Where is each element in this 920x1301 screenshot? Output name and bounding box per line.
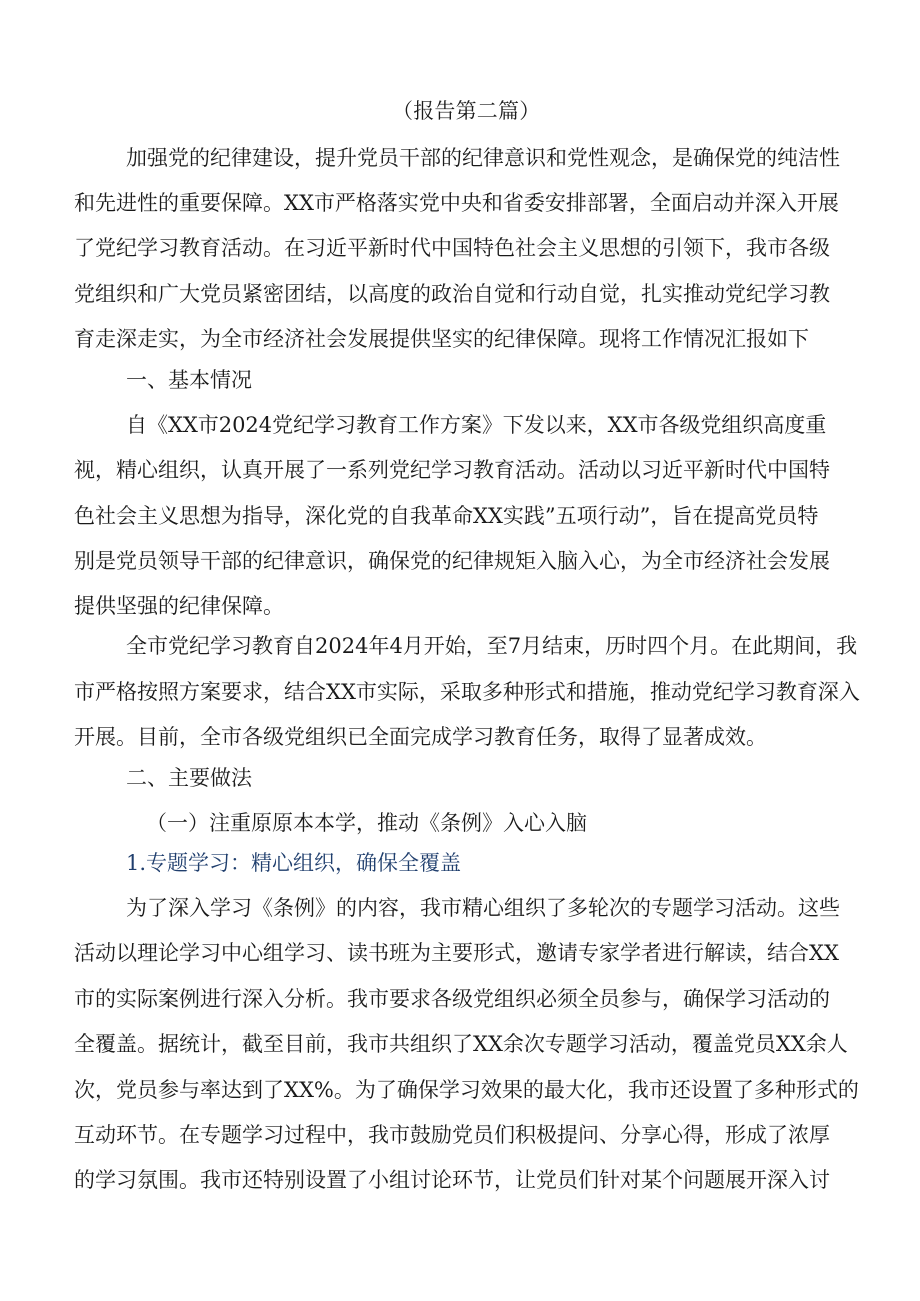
document-line: 互动环节。在专题学习过程中，我市鼓励党员们积极提问、分享心得，形成了浓厚 xyxy=(74,1123,830,1147)
document-line: 市严格按照方案要求，结合XX市实际，采取多种形式和措施，推动党纪学习教育深入 xyxy=(74,680,860,704)
document-line: 一、基本情况 xyxy=(126,368,252,392)
document-line: 1.专题学习：精心组织，确保全覆盖 xyxy=(126,851,462,875)
document-line: （一）注重原原本本学，推动《条例》入心入脑 xyxy=(146,811,587,835)
document-line: 开展。目前，全市各级党组织已全面完成学习教育任务，取得了显著成效。 xyxy=(74,725,767,749)
document-line: 活动以理论学习中心组学习、读书班为主要形式，邀请专家学者进行解读，结合XX xyxy=(74,941,839,965)
document-line: 了党纪学习教育活动。在习近平新时代中国特色社会主义思想的引领下，我市各级 xyxy=(74,236,830,260)
document-line: 视，精心组织，认真开展了一系列党纪学习教育活动。活动以习近平新时代中国特 xyxy=(74,458,830,482)
document-line: 次，党员参与率达到了XX%。为了确保学习效果的最大化，我市还设置了多种形式的 xyxy=(74,1078,859,1102)
document-line: 提供坚强的纪律保障。 xyxy=(74,594,284,618)
document-line: 市的实际案例进行深入分析。我市要求各级党组织必须全员参与，确保学习活动的 xyxy=(74,987,830,1011)
document-line: 自《XX市2024党纪学习教育工作方案》下发以来，XX市各级党组织高度重 xyxy=(126,413,827,437)
document-line: 育走深走实，为全市经济社会发展提供坚实的纪律保障。现将工作情况汇报如下 xyxy=(74,327,809,351)
document-line: 党组织和广大党员紧密团结，以高度的政治自觉和行动自觉，扎实推动党纪学习教 xyxy=(74,282,830,306)
document-line: 的学习氛围。我市还特别设置了小组讨论环节，让党员们针对某个问题展开深入讨 xyxy=(74,1168,830,1192)
document-line: 加强党的纪律建设，提升党员干部的纪律意识和党性观念，是确保党的纯洁性 xyxy=(126,146,840,170)
document-line: 全市党纪学习教育自2024年4月开始，至7月结束，历时四个月。在此期间，我 xyxy=(126,634,858,658)
document-line: 为了深入学习《条例》的内容，我市精心组织了多轮次的专题学习活动。这些 xyxy=(126,896,840,920)
document-line: 二、主要做法 xyxy=(126,766,252,790)
document-line: 全覆盖。据统计，截至目前，我市共组织了XX余次专题学习活动，覆盖党员XX余人 xyxy=(74,1032,848,1056)
document-line: 和先进性的重要保障。XX市严格落实党中央和省委安排部署，全面启动并深入开展 xyxy=(74,191,839,215)
document-line: 色社会主义思想为指导，深化党的自我革命XX实践”五项行动”，旨在提高党员特 xyxy=(74,504,819,528)
document-line: 别是党员领导干部的纪律意识，确保党的纪律规矩入脑入心，为全市经济社会发展 xyxy=(74,549,830,573)
document-title: （报告第二篇） xyxy=(392,99,541,123)
